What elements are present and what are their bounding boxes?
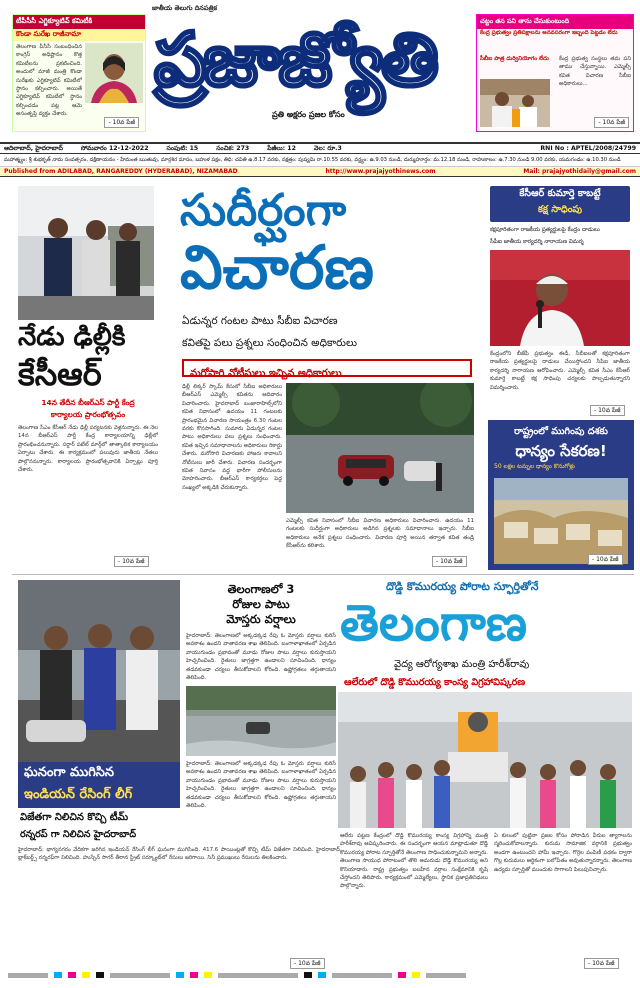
lead-sub-1: ఏడున్నర గంటల పాటు సీబీఐ విచారణ bbox=[182, 315, 338, 327]
masthead-slogan bbox=[272, 110, 345, 124]
rain-headline-1: తెలంగాణలో 3 bbox=[227, 582, 295, 596]
kcr-body: తెలంగాణ సీఎం కేసీఆర్ నేడు ఢిల్లీ పర్యటనకు వెళ్లనున్నారు. ఈ నెల 14న బీఆర్ఎస్ పార్టీ కేంద్ర కార్యాలయాన్ని ఢిల్లీలో ప్రారంభించనున్నారు. సర్దార్ పటేల్ మార్గ్‌లో తాత్కాలిక కార్యాలయం ఏర్పాటు చేశారు. ఈ కార్యక్రమంలో పలువురు జాతీయ నేతలు పాల్గొననున్నారు. కార్యాలయ ప్రారంభోత్సవానికి ఏర్పాట్లు పూర్తి చేశారు. bbox=[18, 425, 158, 474]
lead-body-left: ఢిల్లీ లిక్కర్ స్కామ్ కేసులో సీబీఐ అధికారులు బీఆర్ఎస్ ఎమ్మెల్సీ కవితను ఆదివారం విచారించారు. హైదరాబాద్ బంజారాహిల్స్‌లోని కవిత నివాసంలో ఉదయం 11 గంటలకు ప్రారంభమైన విచారణ సాయంత్రం 6.30 గంటల వరకు కొనసాగింది. సుమారు ఏడున్నర గంటల పాటు అధికారులు పలు ప్రశ్నలు సంధించారు. కవిత ఇచ్చిన సమాధానాలను అధికారులు రికార్డు చేశారు. మరోసారి విచారణకు హాజరు కావాలని నోటీసులు జారీ చేశారు. విచారణ సందర్భంగా కవిత నివాసం వద్ద భారీగా పోలీసులను మోహరించారు. బీఆర్ఎస్ కార్యకర్తలు పెద్ద సంఖ్యలో అక్కడికి చేరుకున్నారు. bbox=[182, 384, 282, 491]
telangana-body-left: ఆలేరు పట్టణ కేంద్రంలో దొడ్డి కొమురయ్య కాంస్య విగ్రహాన్ని మంత్రి హరీశ్‌రావు ఆవిష్కరించారు. ఈ సందర్భంగా ఆయన మాట్లాడుతూ దొడ్డి కొమురయ్య పోరాట స్ఫూర్తితోనే తెలంగాణ సాధించుకున్నామని అన్నారు. తెలంగాణ సాయుధ పోరాటంలో తొలి అమరుడు దొడ్డి కొమురయ్య అని కొనియాడారు. రాష్ట్ర ప్రభుత్వం బలహీన వర్గాల సంక్షేమానికి కృషి చేస్తోందని తెలిపారు. కార్యక్రమంలో ఎమ్మెల్యేలు, స్థానిక ప్రజాప్రతినిధులు పాల్గొన్నారు. bbox=[340, 833, 488, 890]
telangana-page-ref[interactable]: - 10వ పేజీ bbox=[584, 958, 619, 969]
telangana-kicker: దొడ్డి కొమురయ్య పోరాట స్ఫూర్తితోనే bbox=[386, 580, 539, 593]
color-registration-bar bbox=[0, 970, 640, 980]
lead-headline-1: సుదీర్ఘంగా bbox=[180, 185, 347, 236]
racing-deck-1: విజేతగా నిలిచిన కొచ్చి టీమ్ bbox=[20, 812, 129, 823]
narayana-bullet-2: సీపీఐ జాతీయ కార్యదర్శి నారాయణ విమర్శ bbox=[490, 239, 584, 245]
left-teaser-page-ref[interactable]: - 10వ పేజీ bbox=[104, 117, 139, 128]
masthead-logo bbox=[154, 14, 464, 110]
kishan-reddy-photo bbox=[480, 79, 550, 127]
website-link[interactable]: http://www.prajajyothinews.com bbox=[325, 168, 436, 175]
grain-box[interactable] bbox=[488, 420, 634, 570]
narayana-bullet-1: కక్షపూరితంగా రాజకీయ ప్రత్యర్థులపై కేంద్రం దాడులు bbox=[490, 227, 600, 233]
right-teaser[interactable] bbox=[476, 14, 634, 132]
telangana-headline: తెలంగాణ bbox=[340, 594, 528, 652]
rain-street-photo bbox=[286, 383, 474, 513]
kcr-deck-2: కార్యాలయ ప్రారంభోత్సవం bbox=[50, 410, 126, 419]
dateline-price: వెల: రూ.3 bbox=[313, 145, 342, 152]
tagline-top: జాతీయ తెలుగు దినపత్రిక bbox=[152, 4, 217, 12]
right-teaser-bullet-2: సీబీఐ పాత్ర దుర్వినియోగం లేదు bbox=[480, 56, 549, 62]
masthead-title: ప్రజాజ్యోతి bbox=[154, 17, 436, 103]
left-teaser-subtitle: కొండా సురేఖ రాజీనామా bbox=[13, 29, 145, 41]
email-link[interactable]: Mail: prajajyothidaily@gmail.com bbox=[523, 168, 636, 175]
rain-headline-2: రోజుల పాటు bbox=[232, 597, 290, 611]
lead-headline-2: విచారణ bbox=[180, 233, 374, 303]
dateline-pages: పేజీలు: 12 bbox=[267, 145, 296, 152]
left-teaser[interactable] bbox=[12, 14, 146, 132]
racing-body: హైదరాబాద్: భాగ్యనగరం వేదికగా జరిగిన ఇండియన్ రేసింగ్ లీగ్ ఘనంగా ముగిసింది. 417.6 పాయింట్లతో కొచ్చి టీమ్ విజేతగా నిలిచింది. హైదరాబాద్ బ్లాక్‌బర్డ్స్ రన్నరప్‌గా నిలిచింది. హుస్సేన్ సాగర్ తీరాన స్ట్రీట్ సర్క్యూట్‌లో రేసులు జరిగాయి. సినీ ప్రముఖులు రేసులను తిలకించారు. bbox=[18, 847, 340, 862]
publisher-bar bbox=[0, 166, 640, 177]
narayana-photo bbox=[490, 250, 630, 346]
racing-headline-1: ఘనంగా ముగిసిన bbox=[24, 765, 115, 780]
konda-surekha-photo bbox=[85, 43, 143, 103]
grain-photo bbox=[494, 478, 628, 564]
telangana-deck-2: ఆలేరులో దొడ్డి కొమురయ్య కాంస్య విగ్రహావిష్కరణ bbox=[344, 677, 526, 688]
lead-sub-2: కవితపై పలు ప్రశ్నలు సంధించిన అధికారులు bbox=[182, 337, 358, 349]
right-teaser-body: కేంద్ర ప్రభుత్వ సంస్థలు తమ పని తాము చేస్తున్నాయి. ఎమ్మెల్సీ కవిత విచారణ సీబీఐ అధికారులు... bbox=[559, 56, 631, 88]
lead-sub-3-box bbox=[182, 359, 472, 377]
telangana-body-right: ఏ కులంలో పుట్టినా ప్రజల కోసం పోరాడిన వీరుల త్యాగాలను స్మరించుకోవాలన్నారు. కురుమ సామాజిక వర్గానికి ప్రభుత్వం అండగా ఉంటుందని హామీ ఇచ్చారు. గొర్రెల పంపిణీ పథకం ద్వారా గొల్ల కురుమలు ఆర్థికంగా బలోపేతం అవుతున్నారన్నారు. తెలంగాణ ఉద్యమ స్ఫూర్తితో ముందుకు సాగాలని పిలుపునిచ్చారు. bbox=[494, 833, 632, 873]
rain-road-photo bbox=[186, 686, 336, 756]
panchang-bar: మహాత్మ్యం: శ్రీ శుభకృత్ నామ సంవత్సరం, దక్షిణాయనం - హేమంత ఋతువు, మార్గశిర మాసం, బహుళ పక్షం, తిధి: చవితి ఉ.8.17 వరకు, నక్షత్రం: పుష్యమి రా.10.55 వరకు, వర్జ్యం: ఉ.9.03 నుండి, దుర్ముహూర్తం: మ.12.18 నుండి, రాహుకాలం: ఉ.7.30 నుండి 9.00 వరకు, యమగండం: ఉ.10.30 నుండి bbox=[4, 157, 621, 163]
racing-page-ref[interactable]: - 10వ పేజీ bbox=[290, 958, 325, 969]
kcr-headline-2: కేసీఆర్ bbox=[18, 355, 102, 393]
rain-headline-3: మోస్తరు వర్షాలు bbox=[226, 612, 296, 626]
rain-body: హైదరాబాద్: తెలంగాణలో అక్కడక్కడ రేపు ఓ మోస్తరు వర్షాలు కురిసే అవకాశం ఉందని వాతావరణ శాఖ తెలిపింది. బంగాళాఖాతంలో ఏర్పడిన వాయుగుండం ప్రభావంతో మూడు రోజుల పాటు వర్షాలు కురుస్తాయని హెచ్చరించింది. రైతులు జాగ్రత్తగా ఉండాలని సూచించింది. ధాన్యం తడవకుండా చర్యలు తీసుకోవాలని కోరింది. ఉష్ణోగ్రతలు తగ్గుతాయని తెలిపింది. bbox=[186, 633, 336, 682]
publisher-text: Published from ADILABAD, RANGAREDDY (HYDERABAD), NIZAMABAD bbox=[4, 168, 238, 175]
rain-body-cont: హైదరాబాద్: తెలంగాణలో అక్కడక్కడ రేపు ఓ మోస్తరు వర్షాలు కురిసే అవకాశం ఉందని వాతావరణ శాఖ తెలిపింది. బంగాళాఖాతంలో ఏర్పడిన వాయుగుండం ప్రభావంతో మూడు రోజుల పాటు వర్షాలు కురుస్తాయని హెచ్చరించింది. రైతులు జాగ్రత్తగా ఉండాలని సూచించింది. ధాన్యం తడవకుండా చర్యలు తీసుకోవాలని కోరింది. ఉష్ణోగ్రతలు తగ్గుతాయని తెలిపింది. bbox=[186, 761, 336, 810]
grain-title-1: రాష్ట్రంలో ముగింపు దశకు bbox=[514, 426, 608, 437]
telangana-deck-1: వైద్య ఆరోగ్యశాఖ మంత్రి హరీశ్‌రావు bbox=[394, 659, 530, 670]
narayana-body: కేంద్రంలోని బీజేపీ ప్రభుత్వం ఈడీ, సీబీఐలతో కక్షపూరితంగా రాజకీయ ప్రత్యర్థులపై దాడులు చేయిస్తోందని సీపీఐ జాతీయ కార్యదర్శి నారాయణ ఆరోపించారు. ఎమ్మెల్సీ కవిత సీఎం కేసీఆర్ కుమార్తె కాబట్టే కక్ష సాధింపు చర్యలకు పాల్పడుతున్నారని విమర్శించారు. bbox=[490, 351, 630, 391]
left-teaser-title: టీపీసీసీ ఎగ్జిక్యూటివ్ కమిటీకి bbox=[13, 15, 145, 29]
masthead-area bbox=[0, 0, 640, 142]
kcr-page-ref[interactable]: - 10వ పేజీ bbox=[114, 556, 149, 567]
racing-deck-2: రన్నరప్ గా నిలిచిన హైదరాబాద్ bbox=[20, 829, 137, 840]
lead-body-bottom: ఎమ్మెల్సీ కవిత నివాసంలో సీబీఐ విచారణ అధికారులు విచారించారు. ఉదయం 11 గంటలకు సుదీర్ఘంగా అధికారులు అడిగిన ప్రశ్నలకు సమాధానాలు ఇచ్చారు. సీబీఐ అధికారులు అనేక ప్రశ్నలు సంధించారు. విచారణ పూర్తి అయిన తర్వాత కవిత తండ్రి కేసీఆర్‌ను కలిశారు. bbox=[286, 518, 474, 550]
slogan-text: ప్రతి అక్షరం ప్రజల కోసం bbox=[272, 110, 345, 119]
section-divider bbox=[12, 574, 634, 575]
lead-sub-3: మరోసారి నోటీసులు ఇచ్చిన అధికారులు bbox=[190, 368, 342, 379]
dateline-city: ఆదిలాబాద్, హైదరాబాద్ bbox=[4, 145, 63, 152]
racing-photo bbox=[18, 580, 180, 762]
right-teaser-bullet-1: కేంద్ర ప్రభుత్వం ప్రతిపక్షాలను అనవసరంగా ఇబ్బంది పెట్టడం లేదు bbox=[480, 30, 618, 36]
statue-unveiling-photo bbox=[338, 692, 632, 828]
racing-headline-2: ఇండియన్ రేసింగ్ లీగ్ bbox=[24, 787, 133, 802]
dateline-issue: సంచిక: 273 bbox=[216, 145, 250, 152]
narayana-headline-2: కక్ష సాధింపు bbox=[537, 204, 583, 215]
grain-page-ref[interactable]: - 10వ పేజీ bbox=[588, 554, 623, 565]
narayana-headline-box bbox=[490, 186, 630, 222]
lead-page-ref[interactable]: - 10వ పేజీ bbox=[432, 556, 467, 567]
dateline-bar bbox=[0, 142, 640, 154]
dateline-rni: RNI No : APTEL/2008/24799 bbox=[540, 145, 636, 152]
left-teaser-body: తెలంగాణ పీసీసీ సంబంధించిన కాంగ్రెస్ అధిష్టానం కొత్త కమిటీలను ప్రకటించింది. అందులో మాజీ మంత్రి కొండా సురేఖకు ఎగ్జిక్యూటివ్ కమిటీలో స్థానం కల్పించారు. అయితే ఎగ్జిక్యూటివ్ కమిటీలో స్థానం కల్పించడం పట్ల ఆమె అసంతృప్తి వ్యక్తం చేశారు. bbox=[16, 44, 82, 118]
right-teaser-page-ref[interactable]: - 10వ పేజీ bbox=[594, 117, 629, 128]
kcr-delhi-photo bbox=[18, 186, 154, 320]
dateline-vol: సంపుటి: 15 bbox=[166, 145, 199, 152]
grain-title-2: ధాన్యం సేకరణ! bbox=[515, 442, 607, 460]
narayana-page-ref[interactable]: - 10వ పేజీ bbox=[590, 405, 625, 416]
kcr-deck-1: 14న తేదీన బీఆర్ఎస్ పార్టీ కేంద్ర bbox=[41, 398, 135, 407]
narayana-headline: కేసీఆర్ కుమార్తె కాబట్టే bbox=[519, 188, 601, 199]
grain-subtitle: 50 లక్షల టన్నుల ధాన్యం కొనుగోళ్లు bbox=[494, 463, 576, 470]
racing-headline-box bbox=[18, 762, 180, 808]
dateline-date: సోమవారం 12-12-2022 bbox=[80, 145, 149, 152]
right-teaser-title: చట్టం తన పని తాను చేసుకుంటుంది bbox=[477, 15, 633, 29]
kcr-headline-1: నేడు ఢిల్లీకి bbox=[18, 322, 126, 352]
